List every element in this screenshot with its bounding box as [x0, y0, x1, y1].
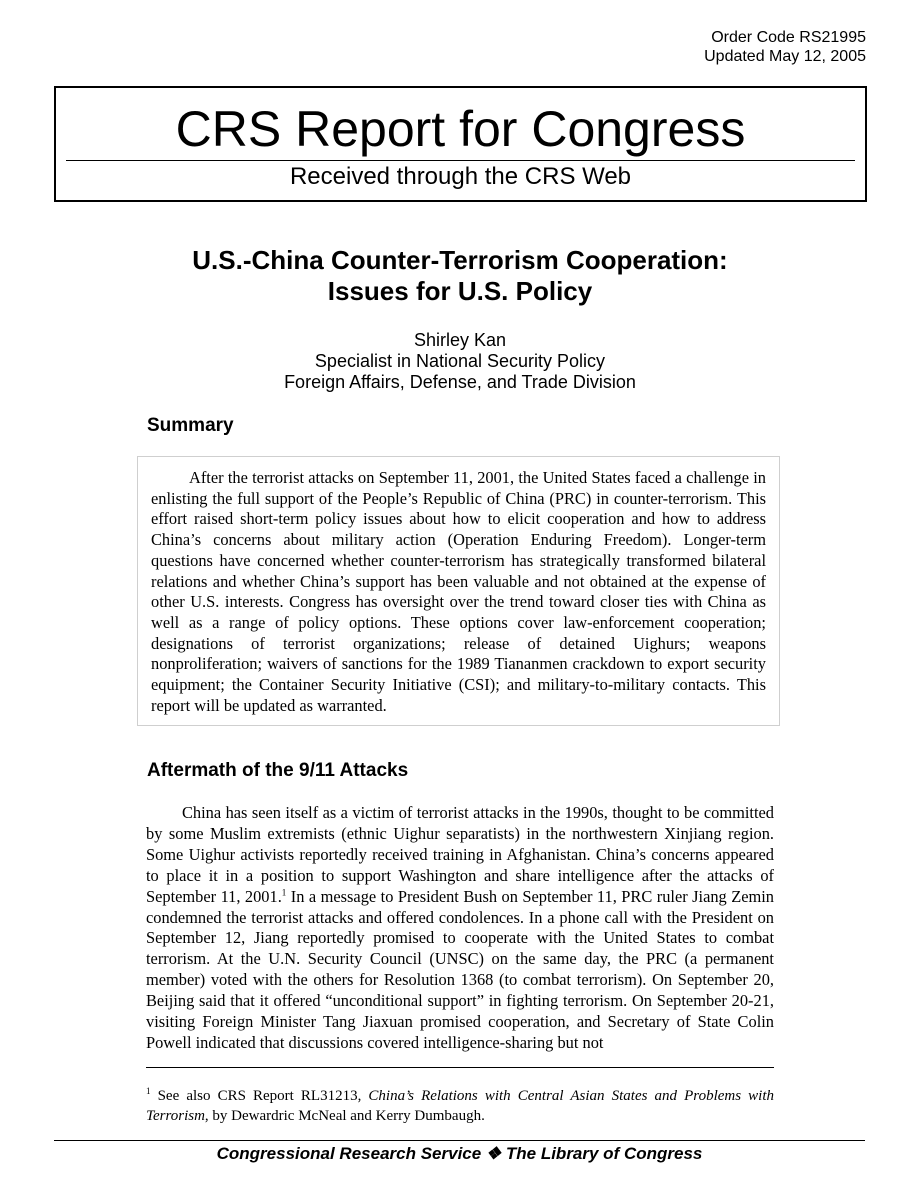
page-footer: Congressional Research Service ❖ The Library of Congress — [216, 1144, 703, 1163]
body-text-part2: In a message to President Bush on September 11, PRC ruler Jiang Zemin condemned the terrorist attacks and offered condolences. In a phone call with the President on September 12, Jiang reportedly promised to cooperate with the United States to combat terrorism. At the U.N. Security Council (UNSC) on the same day, the PRC (a permanent member) voted with the others for Resolution 1368 (to combat terrorism). On September 20, Beijing said that it offered “unconditional support” in fighting terrorism. On September 20-21, visiting Foreign Minister Tang Jiaxuan promised cooperation, and Secretary of State Colin Powell indicated that discussions covered intelligence-sharing but not — [146, 886, 775, 1052]
report-title — [100, 245, 820, 307]
footnote-divider — [146, 1067, 774, 1068]
author-name: Shirley Kan — [413, 330, 507, 350]
masthead-title: CRS Report for Congress — [175, 101, 746, 157]
footnote-suffix: , by Dewardric McNeal and Kerry Dumbaugh. — [204, 1108, 485, 1124]
author-block — [100, 330, 820, 393]
footer-divider — [54, 1140, 865, 1141]
summary-text: After the terrorist attacks on September 11, 2001, the United States faced a challenge in enlisting the full support of the People’s Republic of China (PRC) in counter-terrorism. This effort raised short-term policy issues about how to elicit cooperation and how to address China’s concerns about military action (Operation Enduring Freedom). Longer-term questions have concerned whether counter-terrorism has strategically transformed bilateral relations and whether China’s support has been valuable and not obtained at the expense of other U.S. interests. Congress has oversight over the trend toward closer ties with China as well as a range of policy options. These options cover law-enforcement cooperation; designations of terrorist organizations; release of detained Uighurs; weapons nonproliferation; waivers of sanctions for the 1989 Tiananmen crackdown to export security equipment; the Container Security Initiative (CSI); and military-to-military contacts. This report will be updated as warranted. — [151, 468, 766, 715]
summary-box — [137, 456, 780, 726]
report-title-line2: Issues for U.S. Policy — [327, 276, 593, 306]
footnote — [146, 1086, 774, 1126]
footnote-prefix: See also CRS Report RL31213, — [150, 1088, 369, 1104]
masthead — [54, 86, 867, 202]
section-heading: Aftermath of the 9/11 Attacks — [147, 760, 409, 781]
footnote-number: 1 — [146, 1086, 151, 1096]
order-info — [704, 28, 866, 66]
body-paragraph — [146, 803, 774, 1054]
updated-date: Updated May 12, 2005 — [704, 48, 866, 65]
author-division: Foreign Affairs, Defense, and Trade Division — [284, 372, 636, 392]
author-title: Specialist in National Security Policy — [314, 351, 606, 371]
report-title-line1: U.S.-China Counter-Terrorism Cooperation: — [192, 245, 728, 275]
footnote-cited-title: China’s Relations with Central Asian States and Problems with Terrorism — [146, 1088, 774, 1124]
footnote-reference[interactable]: 1 — [281, 887, 287, 898]
summary-heading: Summary — [147, 415, 234, 436]
order-code: Order Code RS21995 — [711, 29, 866, 46]
masthead-divider — [66, 160, 855, 161]
body-text-part1: China has seen itself as a victim of terrorist attacks in the 1990s, thought to be committed by some Muslim extremists (ethnic Uighur separatists) in the northwestern Xinjiang region. Some Uighur activists reportedly received training in Afghanistan. China’s concerns appeared to place it in a position to support Washington and share intelligence after the attacks of September 11, 2001. — [146, 803, 774, 906]
masthead-subtitle: Received through the CRS Web — [289, 163, 632, 190]
